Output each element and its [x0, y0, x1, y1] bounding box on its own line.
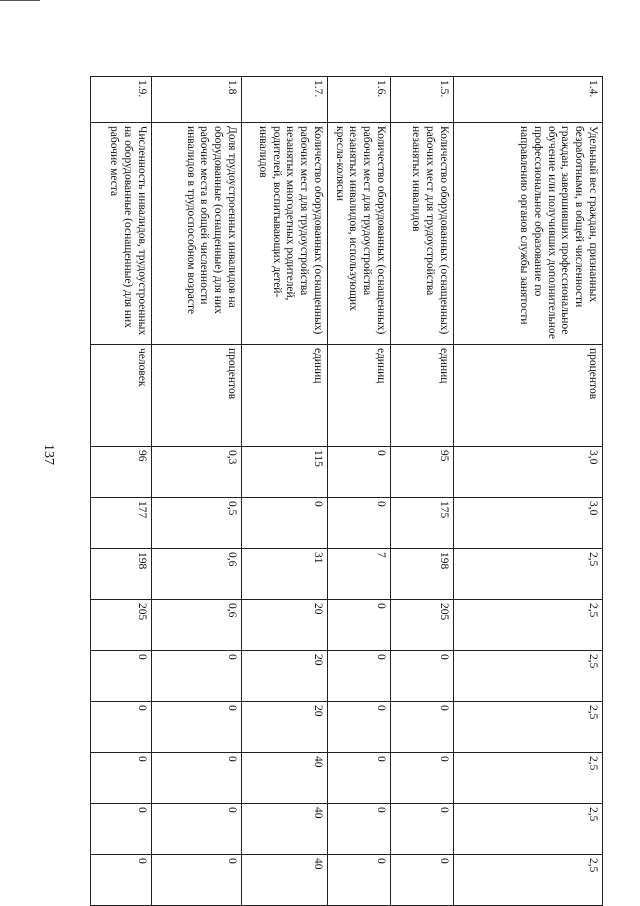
unit-cell: единиц [328, 345, 391, 447]
value-cell: 0 [328, 702, 391, 753]
row-number-cell: 1.7. [242, 77, 328, 123]
table-row [391, 77, 454, 906]
value-cell: 0 [328, 753, 391, 804]
value-cell: 0 [152, 753, 242, 804]
value-cell: 0 [152, 651, 242, 702]
value-cell: 0,6 [152, 549, 242, 600]
value-cell: 40 [242, 753, 328, 804]
row-number-cell: 1.8 [152, 77, 242, 123]
unit-cell: единиц [242, 345, 328, 447]
indicator-name-cell: Доля трудоустроенных инвалидов на оборудованные (оснащенные) для них рабочие места в общей численности инвалидов в трудоспособном возрасте [152, 123, 242, 345]
value-cell: 205 [91, 600, 152, 651]
value-cell: 2,5 [454, 549, 603, 600]
value-cell: 2,5 [454, 600, 603, 651]
value-cell: 3,0 [454, 447, 603, 498]
value-cell: 2,5 [454, 804, 603, 855]
indicators-table-container [91, 76, 603, 906]
value-cell: 0,3 [152, 447, 242, 498]
value-cell: 20 [242, 651, 328, 702]
value-cell: 0 [328, 855, 391, 906]
value-cell: 96 [91, 447, 152, 498]
page-number: 137 [41, 444, 56, 465]
unit-cell: процентов [152, 345, 242, 447]
value-cell: 0 [391, 702, 454, 753]
table-row [242, 77, 328, 906]
value-cell: 0 [328, 447, 391, 498]
indicator-name-cell: Численность инвалидов, трудоустроенных на оборудованные (оснащенные) для них рабочие места [91, 123, 152, 345]
value-cell: 0 [328, 804, 391, 855]
value-cell: 40 [242, 804, 328, 855]
table-row [328, 77, 391, 906]
value-cell: 2,5 [454, 753, 603, 804]
unit-cell: человек [91, 345, 152, 447]
value-cell: 2,5 [454, 651, 603, 702]
indicator-name-cell: Количество оборудованных (оснащенных) рабочих мест для трудоустройства незанятых инвалидов [391, 123, 454, 345]
value-cell: 7 [328, 549, 391, 600]
indicator-name-cell: Количество оборудованных (оснащенных) рабочих мест для трудоустройства незанятых инвалидов, использующих кресла-коляски [328, 123, 391, 345]
scan-edge-mark [0, 0, 40, 6]
value-cell: 0 [91, 753, 152, 804]
value-cell: 0,5 [152, 498, 242, 549]
value-cell: 0 [91, 855, 152, 906]
value-cell: 0 [91, 804, 152, 855]
value-cell: 0 [391, 804, 454, 855]
value-cell: 198 [391, 549, 454, 600]
value-cell: 20 [242, 600, 328, 651]
row-number-cell: 1.4. [454, 77, 603, 123]
value-cell: 0 [152, 804, 242, 855]
value-cell: 0 [391, 855, 454, 906]
value-cell: 0 [328, 600, 391, 651]
indicator-name-cell: Количество оборудованных (оснащенных) рабочих мест для трудоустройства незанятых многодетных родителей, родителей, воспитывающих детей-инвалидов [242, 123, 328, 345]
row-number-cell: 1.9. [91, 77, 152, 123]
value-cell: 0 [91, 651, 152, 702]
value-cell: 2,5 [454, 855, 603, 906]
value-cell: 0 [328, 651, 391, 702]
indicators-table [90, 76, 603, 906]
unit-cell: единиц [391, 345, 454, 447]
value-cell: 205 [391, 600, 454, 651]
row-number-cell: 1.6. [328, 77, 391, 123]
value-cell: 177 [91, 498, 152, 549]
value-cell: 0 [328, 498, 391, 549]
value-cell: 198 [91, 549, 152, 600]
value-cell: 0 [91, 702, 152, 753]
row-number-cell: 1.5. [391, 77, 454, 123]
table-row [91, 77, 152, 906]
table-row [152, 77, 242, 906]
value-cell: 175 [391, 498, 454, 549]
value-cell: 0 [242, 498, 328, 549]
value-cell: 2,5 [454, 702, 603, 753]
value-cell: 0,6 [152, 600, 242, 651]
value-cell: 0 [391, 651, 454, 702]
value-cell: 40 [242, 855, 328, 906]
value-cell: 31 [242, 549, 328, 600]
unit-cell: процентов [454, 345, 603, 447]
value-cell: 0 [152, 855, 242, 906]
table-row [454, 77, 603, 906]
value-cell: 3,0 [454, 498, 603, 549]
value-cell: 95 [391, 447, 454, 498]
value-cell: 20 [242, 702, 328, 753]
value-cell: 115 [242, 447, 328, 498]
value-cell: 0 [391, 753, 454, 804]
indicator-name-cell: Удельный вес граждан, признанных безработными, в общей численности граждан, завершивших профессиональное обучение или получивших дополнительное профессиональное образование по направлению органов службы занятости [454, 123, 603, 345]
value-cell: 0 [152, 702, 242, 753]
